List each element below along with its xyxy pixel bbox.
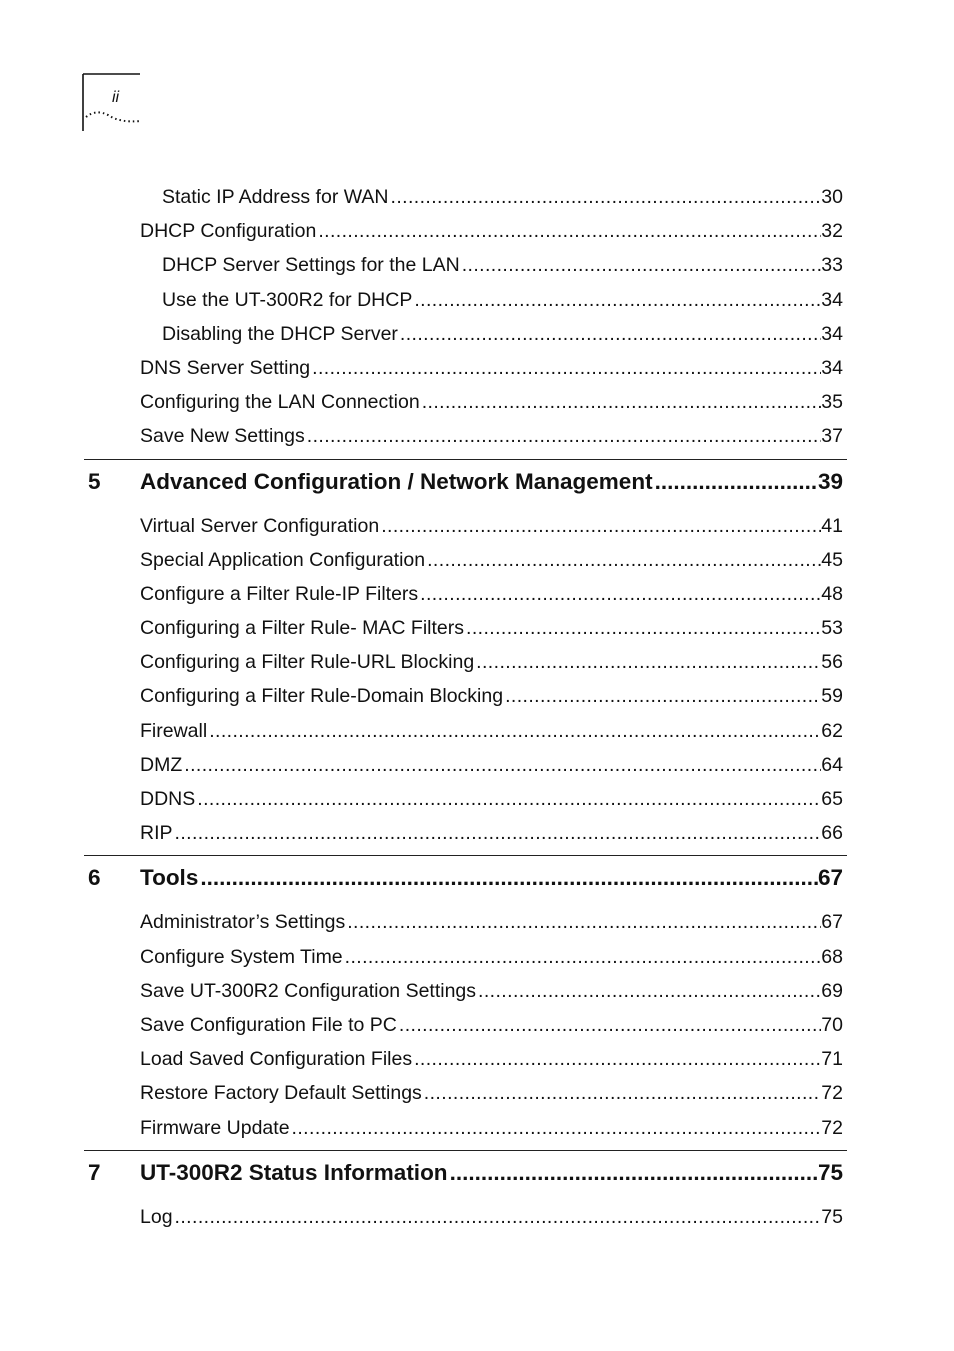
dot-leader bbox=[318, 215, 821, 247]
dot-leader bbox=[209, 715, 821, 747]
toc-entry-line bbox=[140, 646, 843, 678]
toc-entry[interactable] bbox=[84, 1112, 847, 1146]
toc-entry-line bbox=[140, 386, 843, 418]
toc-entry[interactable] bbox=[84, 578, 847, 612]
toc-entry-page: 75 bbox=[821, 1205, 843, 1228]
toc-entry-line bbox=[140, 975, 843, 1007]
toc-entry[interactable] bbox=[84, 284, 847, 318]
toc-entry-line bbox=[140, 612, 843, 644]
dot-leader bbox=[175, 1201, 822, 1233]
chapter-page: 67 bbox=[817, 865, 843, 891]
toc-entry[interactable] bbox=[84, 1201, 847, 1235]
toc-entry[interactable] bbox=[84, 352, 847, 386]
toc-entry-page: 70 bbox=[821, 1013, 843, 1036]
toc-entry-label: Save New Settings bbox=[140, 425, 305, 448]
toc-entry-line bbox=[140, 1009, 843, 1041]
chapter-heading[interactable] bbox=[84, 459, 847, 510]
toc-entry-page: 67 bbox=[821, 911, 843, 934]
toc-entry-page: 72 bbox=[821, 1082, 843, 1105]
toc-entry[interactable] bbox=[84, 386, 847, 420]
chapter-line bbox=[140, 865, 843, 891]
toc-entry[interactable] bbox=[84, 1009, 847, 1043]
dot-leader bbox=[307, 420, 822, 452]
toc-entry-label: Configure a Filter Rule-IP Filters bbox=[140, 582, 419, 605]
dot-leader bbox=[175, 817, 822, 849]
toc-entry-page: 30 bbox=[821, 186, 843, 208]
toc-entry-page: 33 bbox=[821, 254, 843, 277]
toc-entry-page: 72 bbox=[821, 1116, 843, 1139]
dot-leader bbox=[345, 941, 822, 973]
toc-entry-page: 68 bbox=[821, 945, 843, 968]
toc-entry-line bbox=[140, 1077, 843, 1109]
toc-entry-page: 48 bbox=[821, 582, 843, 605]
toc-entry-line bbox=[140, 420, 843, 452]
toc-entry-label: Save Configuration File to PC bbox=[140, 1013, 397, 1036]
dot-leader bbox=[391, 181, 822, 213]
toc-entry-label: Save UT-300R2 Configuration Settings bbox=[140, 979, 477, 1002]
chapter-title: Tools bbox=[140, 865, 199, 891]
toc-entry-label: Firewall bbox=[140, 719, 208, 742]
chapter-heading[interactable] bbox=[84, 855, 847, 906]
dot-leader bbox=[292, 1112, 822, 1144]
toc-entry[interactable] bbox=[84, 680, 847, 714]
toc-entry-label: DDNS bbox=[140, 788, 196, 810]
toc-entry-label: Virtual Server Configuration bbox=[140, 514, 380, 537]
chapter-heading[interactable] bbox=[84, 1150, 847, 1201]
toc-entry-line bbox=[140, 680, 843, 712]
toc-entry-label: Load Saved Configuration Files bbox=[140, 1048, 413, 1071]
dot-leader bbox=[347, 906, 821, 938]
toc-entry[interactable] bbox=[84, 783, 847, 817]
toc-entry-label: Configuring the LAN Connection bbox=[140, 391, 420, 414]
toc-entry[interactable] bbox=[84, 646, 847, 680]
toc-entry[interactable] bbox=[84, 941, 847, 975]
chapter-line bbox=[140, 1160, 843, 1186]
toc-entry-label: Static IP Address for WAN bbox=[162, 186, 389, 208]
toc-entry-label: DHCP Server Settings for the LAN bbox=[162, 254, 460, 277]
toc-entry-page: 56 bbox=[821, 651, 843, 674]
toc-entry[interactable] bbox=[84, 544, 847, 578]
toc-entry[interactable] bbox=[84, 420, 847, 454]
toc-entry[interactable] bbox=[84, 249, 847, 283]
dot-leader bbox=[427, 544, 821, 576]
toc-entry-line bbox=[140, 1112, 843, 1144]
toc-entry-page: 65 bbox=[821, 788, 843, 810]
toc-entry-page: 32 bbox=[821, 220, 843, 243]
toc-entry[interactable] bbox=[84, 817, 847, 851]
dot-leader bbox=[200, 865, 818, 891]
dot-leader bbox=[399, 1009, 821, 1041]
toc-entry[interactable] bbox=[84, 318, 847, 352]
toc-entry-line bbox=[140, 817, 843, 849]
toc-entry[interactable] bbox=[84, 749, 847, 783]
toc-entry-label: DHCP Configuration bbox=[140, 220, 317, 243]
toc-entry[interactable] bbox=[84, 612, 847, 646]
chapter-page: 39 bbox=[817, 468, 843, 494]
dot-leader bbox=[476, 646, 821, 678]
toc-entry-page: 34 bbox=[821, 322, 843, 345]
dot-leader bbox=[381, 510, 821, 542]
dot-leader bbox=[424, 1077, 822, 1109]
dot-leader bbox=[422, 386, 822, 418]
chapter-title: Advanced Configuration / Network Management bbox=[140, 468, 653, 494]
toc-entry[interactable] bbox=[84, 1077, 847, 1111]
toc-entry[interactable] bbox=[84, 1043, 847, 1077]
dot-leader bbox=[312, 352, 821, 384]
toc-entry[interactable] bbox=[84, 181, 847, 215]
toc-entry-page: 34 bbox=[821, 288, 843, 311]
page-number: ii bbox=[112, 89, 120, 106]
toc-entry-label: Log bbox=[140, 1205, 173, 1228]
toc-entry-page: 35 bbox=[821, 391, 843, 414]
toc-entry[interactable] bbox=[84, 510, 847, 544]
toc-entry-label: Disabling the DHCP Server bbox=[162, 322, 398, 345]
chapter-title: UT-300R2 Status Information bbox=[140, 1159, 448, 1185]
dot-leader bbox=[400, 318, 821, 350]
toc-entry-label: Special Application Configuration bbox=[140, 548, 426, 571]
toc-entry[interactable] bbox=[84, 715, 847, 749]
toc-entry-line bbox=[140, 906, 843, 938]
toc-entry[interactable] bbox=[84, 975, 847, 1009]
toc-entry-line bbox=[140, 544, 843, 576]
toc-entry[interactable] bbox=[84, 215, 847, 249]
toc-entry-line bbox=[162, 318, 843, 350]
toc-entry-label: DMZ bbox=[140, 753, 183, 776]
toc-entry-page: 53 bbox=[821, 617, 843, 640]
toc-entry-label: Firmware Update bbox=[140, 1116, 290, 1139]
toc-entry-label: RIP bbox=[140, 822, 173, 845]
dot-leader bbox=[414, 284, 821, 316]
toc-entry-page: 41 bbox=[821, 514, 843, 537]
toc-entry-label: Configuring a Filter Rule-Domain Blocking bbox=[140, 685, 504, 708]
toc-entry-line bbox=[162, 284, 843, 316]
dot-leader bbox=[462, 249, 822, 281]
toc-entry-page: 64 bbox=[821, 753, 843, 776]
dot-leader bbox=[420, 578, 821, 610]
toc-entry-page: 59 bbox=[821, 685, 843, 708]
toc-entry-page: 37 bbox=[821, 425, 843, 448]
table-of-contents bbox=[84, 181, 847, 1235]
toc-entry-line bbox=[140, 352, 843, 384]
toc-entry-label: DNS Server Setting bbox=[140, 356, 311, 379]
toc-entry-page: 66 bbox=[821, 822, 843, 845]
toc-entry-line bbox=[140, 1043, 843, 1075]
toc-entry-line bbox=[162, 181, 843, 213]
toc-entry-line bbox=[140, 749, 843, 781]
toc-entry-line bbox=[140, 783, 843, 815]
toc-entry-label: Use the UT-300R2 for DHCP bbox=[162, 288, 413, 311]
dot-leader bbox=[197, 783, 821, 815]
toc-entry-page: 45 bbox=[821, 548, 843, 571]
toc-entry-line bbox=[140, 715, 843, 747]
chapter-page: 75 bbox=[817, 1159, 843, 1185]
dot-leader bbox=[466, 612, 821, 644]
chapter-number: 7 bbox=[88, 1159, 101, 1185]
dot-leader bbox=[505, 680, 821, 712]
toc-entry-label: Restore Factory Default Settings bbox=[140, 1082, 422, 1105]
chapter-line bbox=[140, 469, 843, 495]
toc-entry-line bbox=[140, 578, 843, 610]
toc-entry-line bbox=[140, 510, 843, 542]
toc-entry-line bbox=[140, 215, 843, 247]
toc-entry-line bbox=[140, 1201, 843, 1233]
toc-entry-label: Configuring a Filter Rule-URL Blocking bbox=[140, 651, 475, 674]
toc-entry-label: Configuring a Filter Rule- MAC Filters bbox=[140, 617, 465, 640]
toc-entry-label: Administrator’s Settings bbox=[140, 911, 346, 934]
chapter-number: 5 bbox=[88, 468, 101, 494]
dot-leader bbox=[450, 1160, 818, 1186]
chapter-number: 6 bbox=[88, 865, 101, 891]
toc-entry-line bbox=[140, 941, 843, 973]
dot-leader bbox=[414, 1043, 821, 1075]
dot-leader bbox=[478, 975, 821, 1007]
toc-entry-page: 69 bbox=[821, 979, 843, 1002]
dot-leader bbox=[184, 749, 821, 781]
toc-entry-label: Configure System Time bbox=[140, 945, 343, 968]
toc-entry-page: 71 bbox=[821, 1048, 843, 1071]
toc-entry[interactable] bbox=[84, 906, 847, 940]
dot-leader bbox=[655, 469, 818, 495]
toc-entry-page: 62 bbox=[821, 719, 843, 742]
toc-entry-line bbox=[162, 249, 843, 281]
toc-entry-page: 34 bbox=[821, 356, 843, 379]
